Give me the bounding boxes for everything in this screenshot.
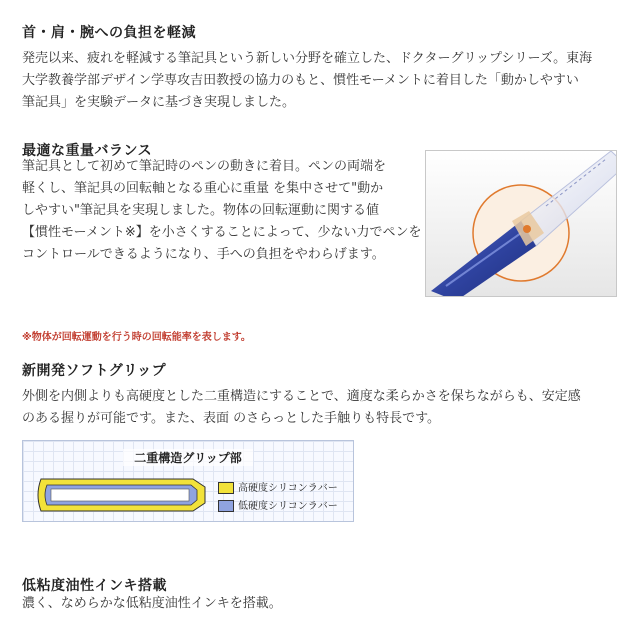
intro-line: 大学教養学部デザイン学専攻吉田教授の協力のもと、慣性モーメントに着目した「動かしやすい [22, 73, 579, 88]
intro-line: 発売以来、疲れを軽減する筆記具という新しい分野を確立した、ドクターグリップシリーズ。東海 [22, 51, 593, 66]
intro-line: 筆記具」を実験データに基づき実現しました。 [22, 95, 296, 110]
grip-line: 外側を内側よりも高硬度とした二重構造にすることで、適度な柔らかさを保ちながらも、安定感 [22, 389, 581, 404]
balance-line: 【慣性モーメント※】を小さくすることによって、少ない力でペンを [22, 225, 422, 240]
grip-paragraph [22, 386, 622, 430]
legend-label: 低硬度シリコンラバー [238, 501, 338, 512]
grip-title: 新開発ソフトグリップ [22, 363, 167, 379]
balance-paragraph [22, 156, 422, 266]
ink-paragraph [22, 593, 622, 615]
pen-core [51, 489, 189, 501]
grip-line: のある握りが可能です。また、表面 のさらっとした手触りも特長です。 [22, 411, 441, 426]
balance-line: 軽くし、筆記具の回転軸となる重心に重量 を集中させて"動か [22, 181, 384, 196]
balance-line: コントロールできるようになり、手への負担をやわらげます。 [22, 247, 385, 262]
intro-paragraph [22, 48, 622, 114]
legend-label: 高硬度シリコンラバー [238, 483, 338, 494]
pen-illustration [426, 151, 616, 296]
ink-title: 低粘度油性インキ搭載 [22, 578, 167, 594]
legend-swatch-blue [218, 500, 234, 512]
intro-title: 首・肩・腕への負担を軽減 [22, 25, 196, 41]
legend-item-hard [218, 479, 338, 494]
pen-balance-image [425, 150, 617, 297]
legend-item-soft [218, 497, 338, 512]
balance-line: しやすい"筆記具を実現しました。物体の回転運動に関する値 [22, 203, 379, 218]
grip-cross-section [33, 475, 213, 515]
ink-line: 濃く、なめらかな低粘度油性インキを搭載。 [22, 596, 282, 611]
grip-diagram-title: 二重構造グリップ部 [123, 449, 253, 466]
center-of-gravity-dot [523, 225, 531, 233]
legend-swatch-yellow [218, 482, 234, 494]
balance-title: 最適な重量バランス [22, 143, 153, 159]
balance-line: 筆記具として初めて筆記時のペンの動きに着目。ペンの両端を [22, 159, 387, 174]
grip-diagram [22, 440, 354, 522]
balance-note: ※物体が回転運動を行う時の回転能率を表します。 [22, 332, 251, 343]
